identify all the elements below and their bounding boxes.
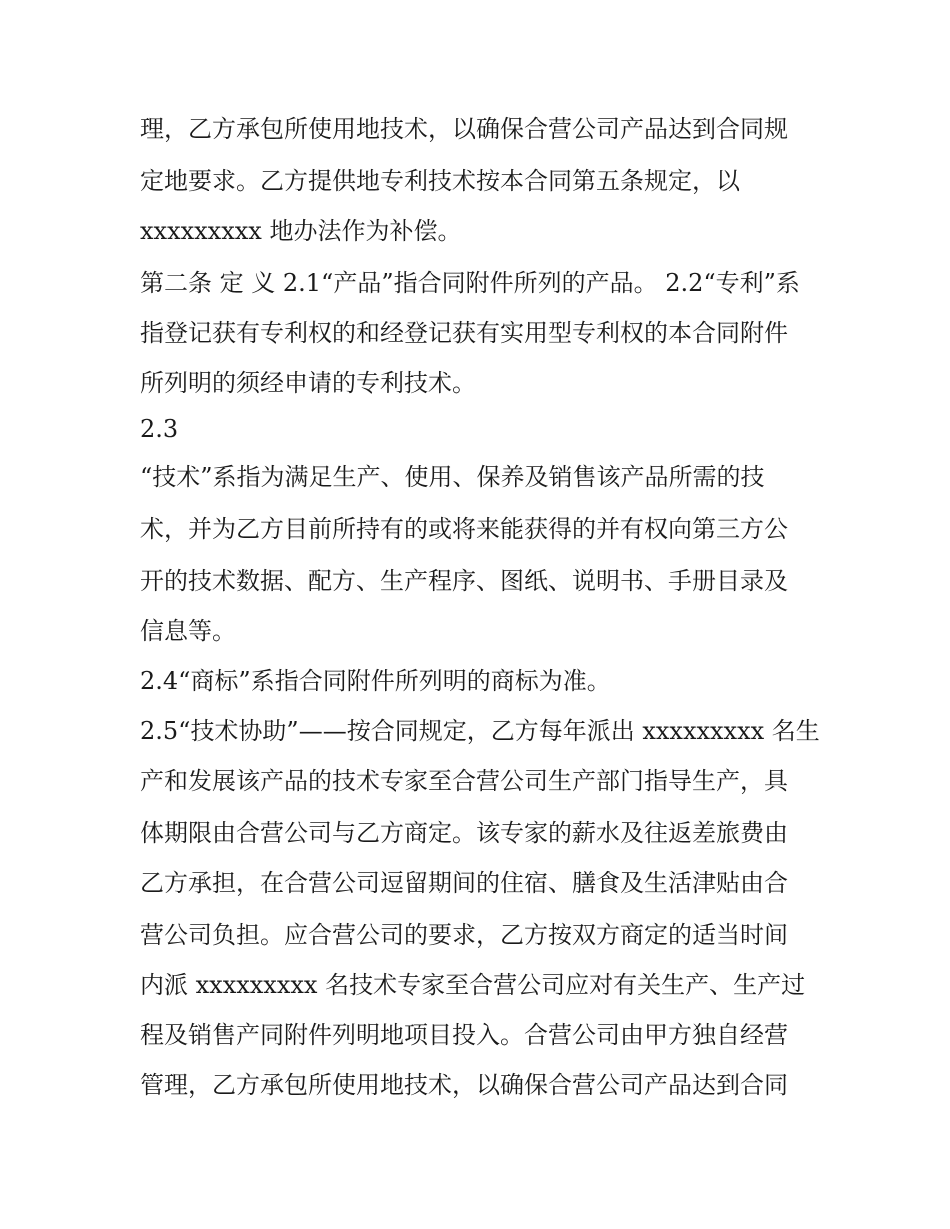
text-line: 营公司负担。应合营公司的要求，乙方按双方商定的适当时间 [140,921,788,949]
text-line: “技术”系指为满足生产、使用、保养及销售该产品所需的技 [140,463,765,491]
section-number: 2.3 [140,415,179,443]
text-line: 指登记获有专利权的和经登记获有实用型专利权的本合同附件 [140,319,788,347]
text-line: 信息等。 [140,617,236,645]
text-line: 术，并为乙方目前所持有的或将来能获得的并有权向第三方公 [140,515,788,543]
text-line: 2.4“商标”系指合同附件所列明的商标为准。 [140,667,611,695]
text-line: 2.5“技术协助”——按合同规定，乙方每年派出 xxxxxxxxx 名生 [140,717,820,745]
text-line: 产和发展该产品的技术专家至合营公司生产部门指导生产，具 [140,767,788,795]
text-line: 定地要求。乙方提供地专利技术按本合同第五条规定，以 [140,167,740,195]
text-line: 所列明的须经申请的专利技术。 [140,369,476,397]
text-line: 第二条 定 义 2.1“产品”指合同附件所列的产品。 2.2“专利”系 [140,269,800,297]
text-line: 管理，乙方承包所使用地技术，以确保合营公司产品达到合同 [140,1071,788,1099]
text-line: 体期限由合营公司与乙方商定。该专家的薪水及往返差旅费由 [140,819,788,847]
text-line: 程及销售产同附件列明地项目投入。合营公司由甲方独自经营 [140,1021,788,1049]
text-line: 乙方承担，在合营公司逗留期间的住宿、膳食及生活津贴由合 [140,869,788,897]
text-line: 理，乙方承包所使用地技术，以确保合营公司产品达到合同规 [140,115,788,143]
text-line: 开的技术数据、配方、生产程序、图纸、说明书、手册目录及 [140,567,788,595]
text-line: 内派 xxxxxxxxx 名技术专家至合营公司应对有关生产、生产过 [140,971,806,999]
text-line: xxxxxxxxx 地办法作为补偿。 [140,217,462,245]
